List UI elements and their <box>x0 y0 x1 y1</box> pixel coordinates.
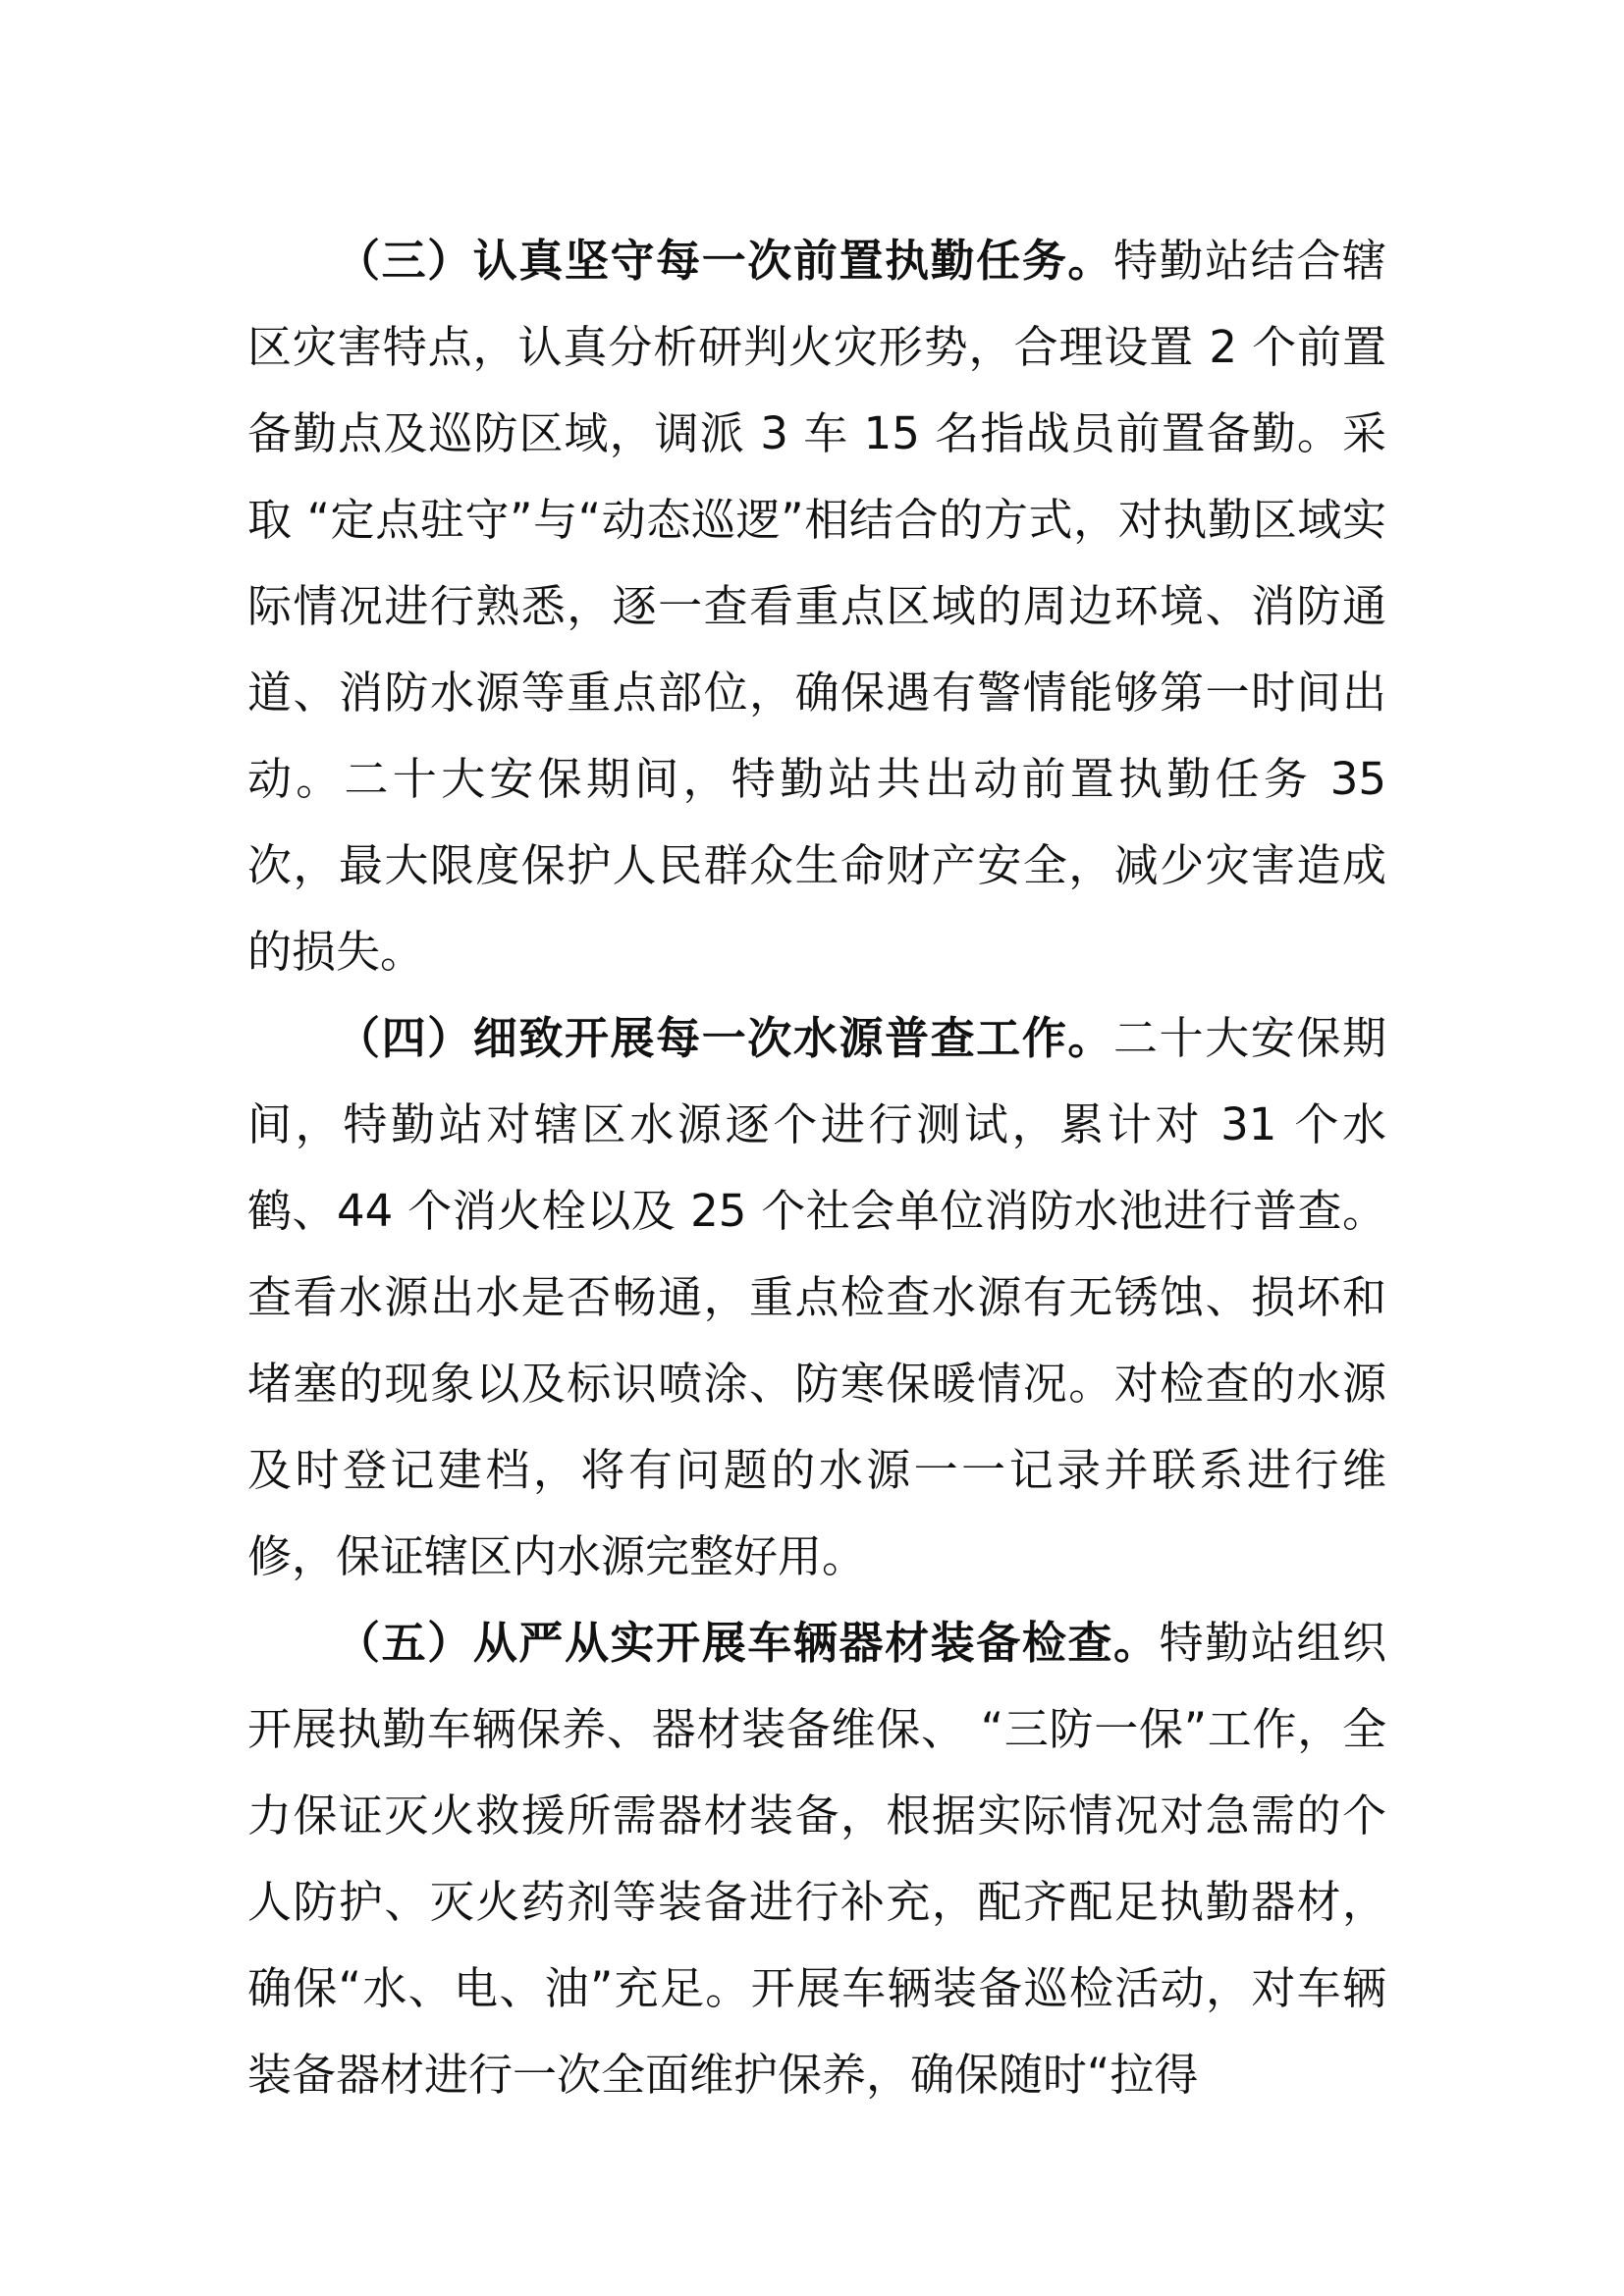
paragraph-text: 特勤站组织开展执勤车辆保养、器材装备维保、 “三防一保”工作，全力保证灭火救援所需器材装备，根据实际情况对急需的个人防护、灭火药剂等装备进行补充，配齐配足执勤器材，确保“水、电、油”充足。开展车辆装备巡检活动，对车辆装备器材进行一次全面维护保养，确保随时“拉得 <box>247 1617 1386 2101</box>
paragraph-heading: （三）认真坚守每一次前置执勤任务。 <box>336 235 1114 287</box>
document-body <box>247 218 1386 2118</box>
paragraph-standby-duty <box>247 218 1386 995</box>
paragraph-text: 特勤站结合辖区灾害特点，认真分析研判火灾形势，合理设置 2 个前置备勤点及巡防区域，调派 3 车 15 名指战员前置备勤。采取 “定点驻守”与“动态巡逻”相结合的方式，对执勤区域实际情况进行熟悉，逐一查看重点区域的周边环境、消防通道、消防水源等重点部位，确保遇有警情能够第一时间出动。二十大安保期间，特勤站共出动前置执勤任务 35 次，最大限度保护人民群众生命财产安全，减少灾害造成的损失。 <box>247 235 1386 978</box>
paragraph-water-source-survey <box>247 995 1386 1600</box>
paragraph-heading: （四）细致开展每一次水源普查工作。 <box>336 1012 1114 1064</box>
paragraph-heading: （五）从严从实开展车辆器材装备检查。 <box>336 1617 1160 1669</box>
paragraph-equipment-inspection <box>247 1600 1386 2118</box>
paragraph-text: 二十大安保期间，特勤站对辖区水源逐个进行测试，累计对 31 个水鹤、44 个消火栓以及 25 个社会单位消防水池进行普查。查看水源出水是否畅通，重点检查水源有无锈蚀、损坏和堵塞的现象以及标识喷涂、防寒保暖情况。对检查的水源及时登记建档，将有问题的水源一一记录并联系进行维修，保证辖区内水源完整好用。 <box>247 1012 1386 1582</box>
